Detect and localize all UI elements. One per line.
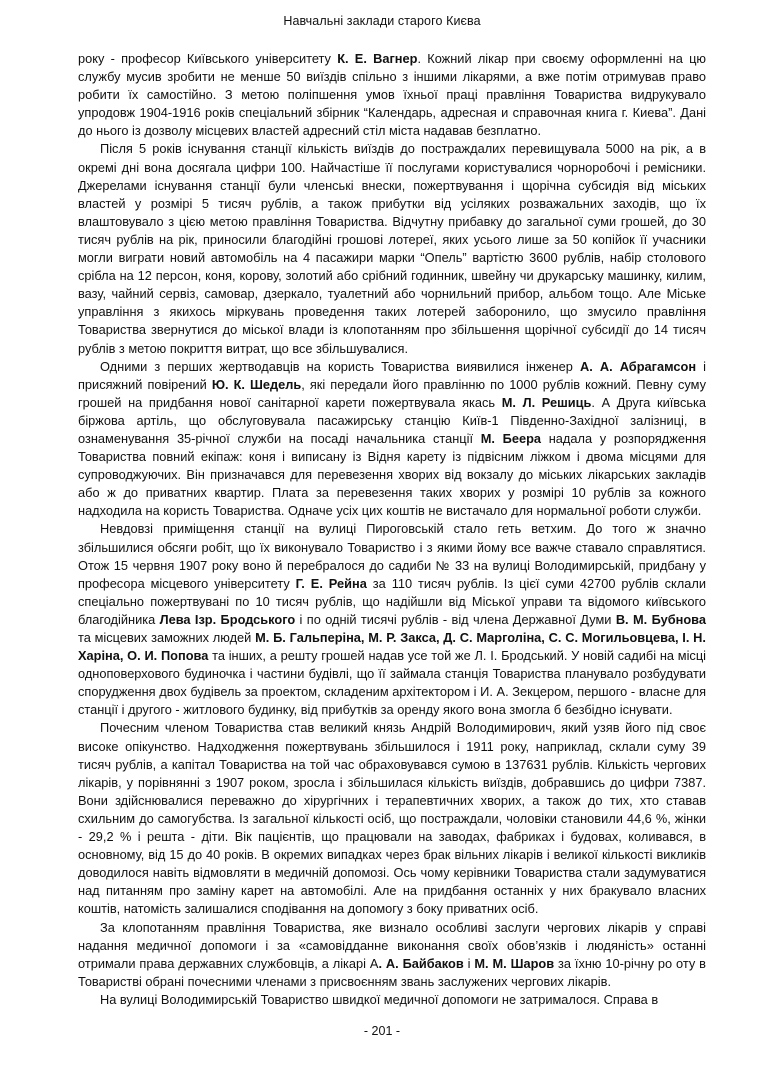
text-run: та місцевих заможних людей — [78, 630, 256, 645]
text-run: За клопотанням правління Товариства, яке визнало особливі заслуги чергових лікарів у справі надання медичної допомоги і за «самовідданне виконання своїх обов’язків і людяність» останні отримали права державних службовців, а лікарі А — [78, 919, 706, 971]
text-run: надала у розпорядження Товариства повний екіпаж: коня і виписану із Відня карету із підвісним ліжком і двома місцями для супроводжуючих. Він призначався для перевезення хворих від вокзалу до міських лікарських закладів або ж до приватних квартир. Плата за перевезення таких хворих у розмірі 10 рублів за кожного надходила на користь Товариства. Одначе усіх цих коштів не вистачало для нормальної роботи служби. — [78, 430, 707, 519]
text-run: за 110 тисяч рублів. Із цієї суми 42700 рублів склали спеціально пожертвувані по 10 тисяч рублів, що надійшли від Міської управи та відомого київського благодійника — [78, 575, 706, 627]
paragraph — [78, 719, 706, 918]
bold-name: Лева Ізр. Бродського — [159, 611, 296, 627]
page-number: - 201 - — [363, 1024, 401, 1038]
text-run: . А Друга київська біржова артіль, що обслуговувала пасажирську станцію Київ-1 Південно-Західної залізниці, в ознаменування 35-річної служби на посаді начальника станції — [78, 394, 707, 446]
text-run: Після 5 років існування станції кількість виїздів до постраждалих перевищувала 5000 на рік, а в окремі дні вона досягала цифри 100. Найчастіше її послугами користувалися чорноробочі і ремісники. Джерелами існування станції були членські внески, пожертвування і щорічна субсидія від міських властей у розмірі 5 тисяч рублів, а також прибутки від усіляких розважальних заходів, що їх влаштовувало з цією метою правління Товариства. Відчутну прибавку до загальної суми грошей, до 30 тисяч рублів на рік, приносили благодійні грошові лотереї, яких усього лише за 50 копійок її учасники могли виграти новий автомобіль на 4 пасажири марки “Опель” вартістю 3600 рублів, набір столового срібла на 12 персон, коня, корову, золотий або срібний годинник, швейну чи друкарську машинку, килим, вазу, чайний сервіз, самовар, дзеркало, туалетний або чорнильний прибор, альбом тощо. Але Міське управління з якихось міркувань проведення таких лотерей заборонило, що змусило правління Товариства звернутися до міської влади із клопотанням про збільшення щорічної субсидії до 14 тисяч рублів з метою покриття витрат, що все збільшувалися. — [78, 141, 706, 356]
paragraph — [78, 140, 706, 357]
paragraph — [78, 520, 706, 719]
text-run: за їхню 10-річну ро оту в Товаристві обрані почесними членами з присвоєнням звань заслужених чергових лікарів. — [78, 955, 706, 989]
paragraph — [78, 919, 706, 991]
paragraph — [78, 991, 706, 1009]
bold-name: Ю. К. Шедель — [211, 376, 302, 392]
text-run: Одними з перших жертводавців на користь Товариства виявилися інженер — [100, 358, 580, 374]
bold-name: М. М. Шаров — [474, 955, 555, 971]
bold-name: . А. Байбаков — [378, 955, 464, 971]
text-run: року - професор Київського університету — [78, 51, 338, 66]
text-run: . Кожний лікар при своєму оформленні на цю службу мусив зробити не менше 50 виїздів спільно з іншими лікарями, а вже потім отримував право робити їх самостійно. З метою поліпшення умов їхньої праці правління Товариства видрукувало упродовж 1904-1916 років спеціальний збірник “Календарь, адресная и справочная книга г. Киева”. Дані до нього із дозволу місцевих властей адресний стіл міста надавав безплатно. — [78, 51, 707, 139]
text-run: і по одній тисячі рублів - від члена Державної Думи — [295, 611, 616, 627]
text-run: і — [463, 955, 475, 971]
paragraph — [78, 50, 706, 140]
bold-name: А. А. Абрагамсон — [579, 358, 697, 374]
bold-name: М. Б. Гальперіна, М. Р. Закса, Д. С. Марголіна, С. С. Могильовцева, І. Н. Харіна, О. И. Попова — [78, 630, 706, 664]
text-run: та інших, а решту грошей надав усе той же Л. І. Бродський. У новій садибі на місці одноповерхового будиночка і частини будівлі, що її займала станція Товариства планувало розбудувати спорудження двох будівель за проектом, складеним архітектором і И. А. Зекцером, першого - власне для станції і другого - житлового будинку, від прибутків за оренду якого вона змогла б безбідно існувати. — [78, 648, 706, 718]
text-run: На вулиці Володимирській Товариство швидкої медичної допомоги не затрималося. Справа в — [100, 991, 659, 1007]
text-run: , які передали його правлінню по 1000 рублів кожний. Певну суму грошей на придбання нової санітарної карети пожертвувала якась — [78, 376, 706, 410]
bold-name: М. Беера — [480, 430, 542, 446]
bold-name: В. М. Бубнова — [615, 611, 706, 627]
bold-name: Г. Е. Рейна — [295, 575, 367, 591]
running-header: Навчальні заклади старого Києва — [283, 14, 481, 28]
body-text — [78, 50, 706, 1009]
paragraph — [78, 358, 706, 521]
text-run: Невдовзі приміщення станції на вулиці Пироговській стало геть ветхим. До того ж значно збільшилися обсяги робіт, що їх виконувало Товариство і з якими йому все важче ставало справлятися. Отож 15 червня 1907 року воно й перебралося до садиби № 33 на вулиці Володимирській, придбану у професора місцевого університету — [78, 521, 706, 591]
text-run: і присяжний повірений — [78, 358, 706, 392]
text-run: Почесним членом Товариства став великий князь Андрій Володимирович, який узяв його під своє високе опікунство. Надходження пожертвувань збільшилося і 1911 року, наприклад, склали суму 39 тисяч рублів, а капітал Товариства на той час обраховувався сумою в 137631 рублів. Кількість чергових лікарів, у порівнянні з 1907 роком, зросла і збільшилася кількість виїздів, добравшись до цифри 7387. Вони здійснювалися переважно до хірургічних і терапевтичних хворих, а також до тих, хто ставав схильним до самогубства. Із загальної кількості осіб, що постраждали, чоловіки становили 44,6 %, жінки - 29,2 % і решта - діти. Вік пацієнтів, що працювали на заводах, фабриках і будовах, коливався, в основному, від 15 до 40 років. В окремих випадках через брак вільних лікарів і великої кількості викликів доводилося навіть відмовляти в медичній допомозі. Ось чому керівники Товариства стали задумуватися над питанням про заміну карет на автомобілі. Але на придбання останніх у них бракувало власних коштів, натомість залишалися сподівання на допомогу з боку приватних осіб. — [78, 720, 706, 917]
bold-name: К. Е. Вагнер — [337, 51, 418, 66]
bold-name: М. Л. Решиць — [501, 394, 592, 410]
